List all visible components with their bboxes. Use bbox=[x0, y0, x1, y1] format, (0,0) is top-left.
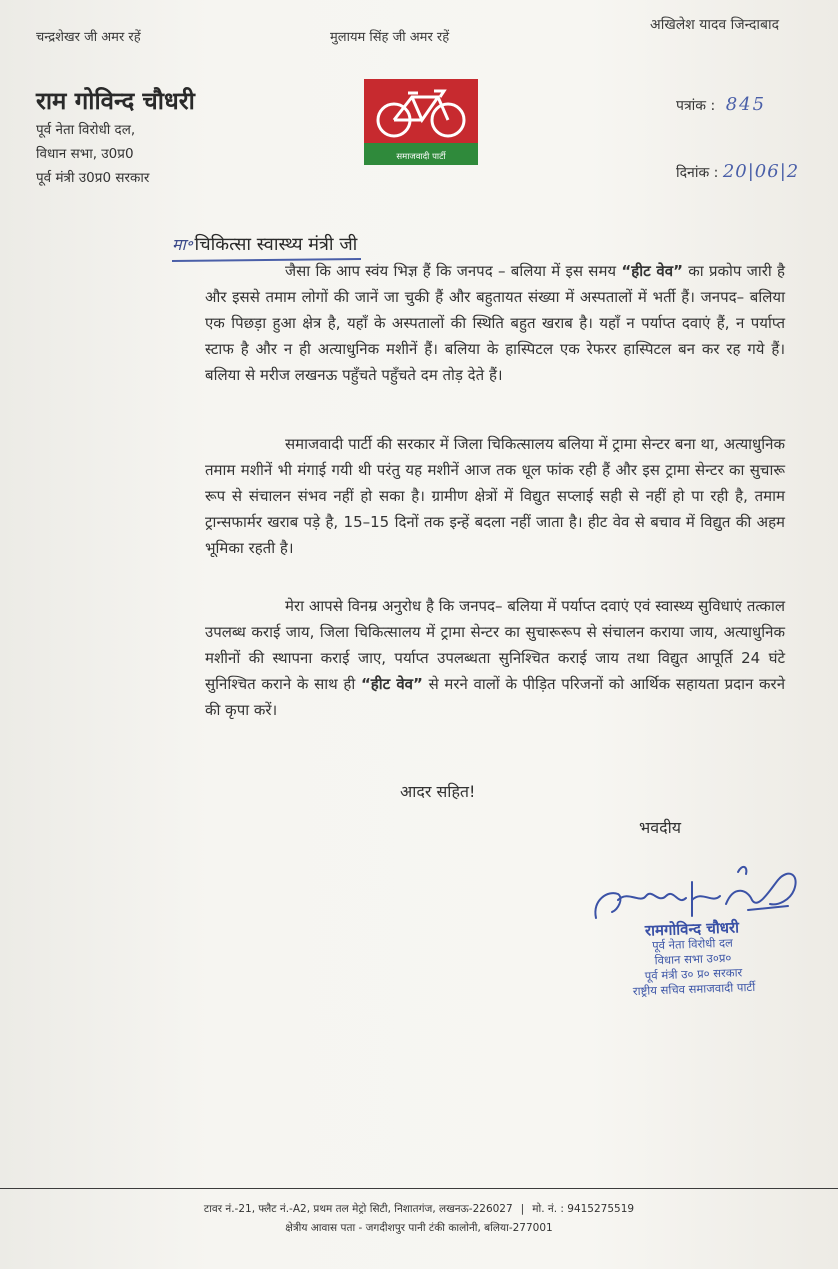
reference-number bbox=[676, 94, 766, 115]
footer-address: टावर नं.-21, फ्लैट नं.-A2, प्रथम तल मेट्रो सिटी, निशातगंज, लखनऊ-226027 bbox=[203, 1203, 513, 1215]
sender-name: राम गोविन्द चौधरी bbox=[36, 87, 195, 115]
dinank-label: दिनांक : bbox=[676, 165, 719, 181]
p2-text: समाजवादी पार्टी की सरकार में जिला चिकित्सालय बलिया में ट्रामा सेन्टर बना था, अत्याधुनिक तमाम मशीनें भी मंगाई गयी थी परंतु यह मशीनें आज तक धूल फांक रही हैं और इस ट्रामा सेन्टर का सुचारू रूप से संचालन संभव नहीं हो सका है। ग्रामीण क्षेत्रों में विद्युत सप्लाई सही से नहीं हो पा रही है, तमाम ट्रान्सफार्मर खराब पड़े है, 15–15 दिनों तक इन्हें बदला नहीं जाता है। हीट वेव से बचाव में विद्युत की अहम भूमिका रहती है। bbox=[205, 435, 785, 557]
p1-text-end: का प्रकोप जारी है और इससे तमाम लोगों की जानें जा चुकी हैं और बहुतायत संख्या में अस्पतालों में भर्ती हैं। जनपद– बलिया एक पिछड़ा हुआ क्षेत्र है, यहाँ के अस्पतालों की स्थिति बहुत खराब है। यहाँ न पर्याप्त दवाएं हैं, न पर्याप्त स्टाफ है और न ही अत्याधुनिक मशीनें हैं। बलिया के हास्पिटल एक रेफरर हास्पिटल बन कर रह गये हैं। बलिया से मरीज लखनऊ पहुँचते पहुँचते दम तोड़ देते हैं। bbox=[205, 262, 785, 384]
salutation-prefix: मा॰ bbox=[172, 235, 193, 254]
stamp-line: पूर्व नेता विरोधी दल bbox=[651, 935, 734, 953]
footer bbox=[0, 1200, 838, 1238]
paragraph-3 bbox=[205, 593, 785, 723]
designation-line: विधान सभा, उ0प्र0 bbox=[36, 146, 134, 162]
dinank-value: 20|06|2 bbox=[722, 161, 800, 182]
patrank-value: 845 bbox=[725, 94, 767, 115]
stamp-line: पूर्व मंत्री उ० प्र० सरकार bbox=[644, 965, 743, 983]
closing-text: आदर सहित! bbox=[400, 782, 476, 801]
stamp-line: राष्ट्रीय सचिव समाजवादी पार्टी bbox=[632, 979, 756, 999]
logo-text: समाजवादी पार्टी bbox=[396, 152, 446, 162]
paragraph-2 bbox=[205, 431, 785, 561]
stamp-line: विधान सभा उ०प्र० bbox=[654, 950, 732, 968]
salutation bbox=[172, 232, 357, 256]
salutation-text: चिकित्सा स्वास्थ्य मंत्री जी bbox=[194, 234, 358, 255]
footer-local-address: क्षेत्रीय आवास पता - जगदीशपुर पानी टंकी कालोनी, बलिया-277001 bbox=[285, 1222, 553, 1234]
footer-line-1 bbox=[0, 1200, 838, 1219]
official-stamp bbox=[587, 918, 799, 1000]
patrank-label: पत्रांक : bbox=[676, 98, 716, 114]
designation-line: पूर्व मंत्री उ0प्र0 सरकार bbox=[36, 170, 150, 186]
footer-phone: मो. नं. : 9415275519 bbox=[532, 1203, 635, 1215]
designation-line: पूर्व नेता विरोधी दल, bbox=[36, 122, 136, 138]
slogan-right: अखिलेश यादव जिन्दाबाद bbox=[650, 17, 780, 33]
date-field bbox=[676, 161, 799, 182]
p3-bold-text: “हीट वेव” bbox=[360, 675, 423, 693]
bicycle-icon bbox=[370, 83, 472, 141]
p1-bold-text: “हीट वेव” bbox=[621, 262, 683, 280]
p1-text-start: जैसा कि आप स्वंय भिज्ञ हैं कि जनपद – बलिया में इस समय bbox=[285, 262, 622, 280]
yours-faithfully: भवदीय bbox=[639, 818, 682, 837]
sender-designation bbox=[36, 118, 149, 190]
slogan-left: चन्द्रशेखर जी अमर रहें bbox=[36, 30, 141, 45]
p3-text-end: से मरने वालों के पीड़ित परिजनों को आर्थिक सहायता प्रदान करने की कृपा करें। bbox=[205, 675, 786, 719]
p3-text-start: मेरा आपसे विनम्र अनुरोध है कि जनपद– बलिया में पर्याप्त दवाएं एवं स्वास्थ्य सुविधाएं तत्काल उपलब्ध कराई जाय, जिला चिकित्सालय में ट्रामा सेन्टर का सुचारूरूप से संचालन कराया जाय, अत्याधुनिक मशीनों की स्थापना कराई जाए, पर्याप्त उपलब्धता सुनिश्चित कराई जाय तथा विद्युत आपूर्ति 24 घंटे सुनिश्चित कराने के साथ ही bbox=[205, 597, 785, 693]
stamp-name: रामगोविन्द चौधरी bbox=[644, 918, 740, 940]
paragraph-1 bbox=[205, 258, 785, 388]
slogan-center: मुलायम सिंह जी अमर रहें bbox=[330, 30, 450, 45]
party-logo bbox=[364, 79, 478, 165]
footer-divider bbox=[0, 1188, 838, 1189]
footer-separator: | bbox=[520, 1203, 525, 1215]
